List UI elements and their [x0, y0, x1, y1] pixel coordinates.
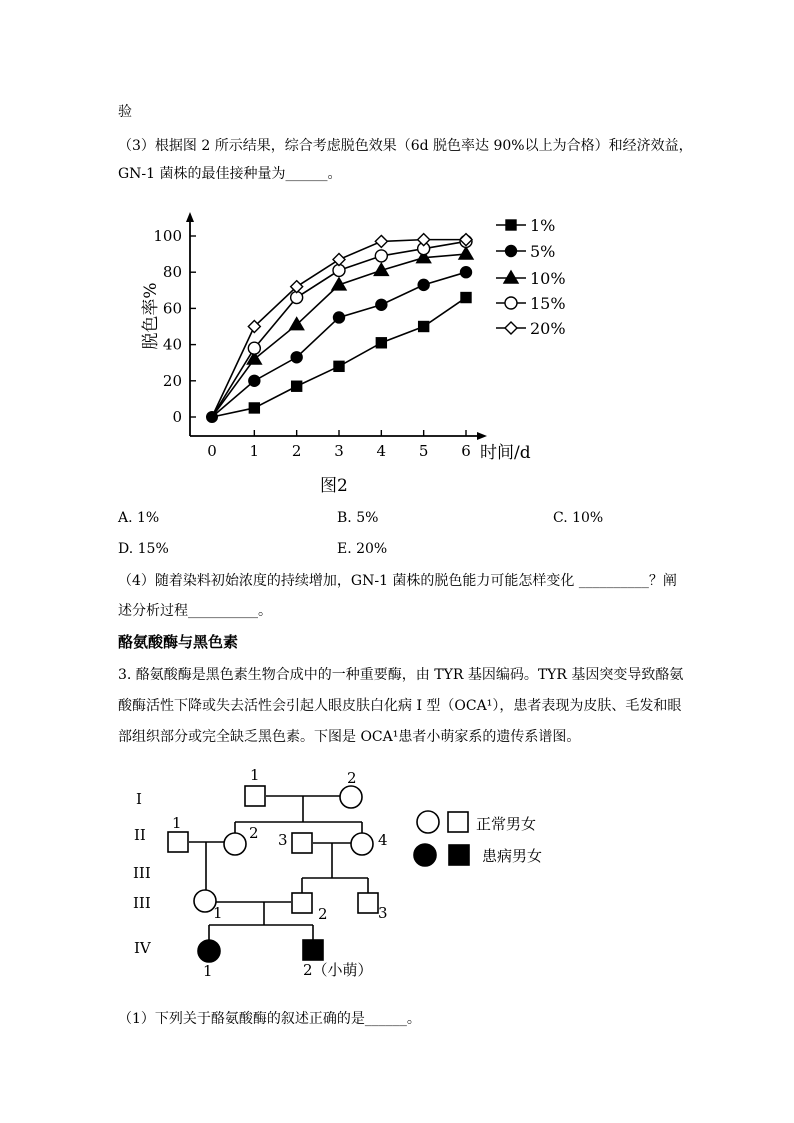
id-IV2: 2（小萌）: [303, 961, 373, 979]
III2-normal-male: [292, 893, 312, 913]
I1-normal-male: [245, 786, 265, 806]
II1-normal-male: [168, 832, 188, 852]
y-tick-label: 0: [172, 408, 182, 426]
legend-affected-label: 患病男女: [482, 847, 543, 865]
y-tick-label: 20: [162, 371, 182, 390]
question-3-line1: （3）根据图 2 所示结果，综合考虑脱色效果（6d 脱色率达 90%以上为合格）和经济效益，: [118, 138, 693, 154]
gen-label-III-a: III: [133, 864, 151, 882]
y-tick-label: 60: [162, 299, 182, 318]
II2-normal-female: [224, 833, 246, 855]
gen-label-II: II: [134, 826, 146, 844]
id-II1: 1: [172, 814, 182, 832]
legend-label-1: 5%: [530, 242, 556, 261]
gen-label-I: I: [136, 790, 142, 808]
question-3b-line2: 酸酶活性下降或失去活性会引起人眼皮肤白化病 I 型（OCA¹），患者表现为皮肤、毛发和眼: [118, 698, 682, 714]
y-tick-label: 100: [153, 227, 182, 245]
IV1-affected-female: [198, 940, 220, 962]
II4-normal-female: [351, 833, 373, 855]
question-3b-line1: 3. 酪氨酸酶是黑色素生物合成中的一种重要酶，由 TYR 基因编码。TYR 基因突变导致酪氨: [118, 667, 684, 683]
I2-normal-female: [340, 786, 362, 808]
id-I1: 1: [250, 766, 260, 784]
chart-xlabel: 时间/d: [480, 443, 531, 463]
x-tick-label: 4: [376, 442, 387, 460]
x-tick-label: 2: [291, 442, 302, 460]
legend-affected-female: [414, 844, 436, 866]
option-e: E. 20%: [337, 541, 388, 557]
legend-label-4: 20%: [530, 319, 566, 338]
legend-normal-label: 正常男女: [476, 815, 537, 833]
y-tick-label: 40: [162, 335, 182, 354]
id-II4: 4: [378, 831, 388, 849]
text-line-p1: 验: [118, 104, 132, 120]
x-tick-label: 5: [418, 442, 429, 460]
sub-question-1: （1）下列关于酪氨酸酶的叙述正确的是______。: [118, 1011, 421, 1027]
x-tick-label: 6: [461, 442, 471, 460]
gen-label-IV: IV: [134, 939, 151, 957]
chart-title: 图2: [320, 476, 348, 496]
legend-normal-female: [417, 811, 439, 833]
question-3-line2: GN-1 菌株的最佳接种量为______。: [118, 166, 342, 182]
legend-label-3: 15%: [530, 294, 566, 313]
y-tick-label: 80: [162, 263, 182, 282]
chart-ylabel: 脱色率%: [141, 282, 161, 350]
question-4-line1: （4）随着染料初始浓度的持续增加，GN-1 菌株的脱色能力可能怎样变化 __________？阐: [118, 573, 677, 589]
id-II2: 2: [249, 824, 259, 842]
x-tick-label: 3: [334, 442, 344, 460]
legend-label-0: 1%: [530, 216, 556, 235]
gen-label-III-b: III: [133, 894, 151, 912]
id-II3: 3: [278, 831, 288, 849]
question-3b-line3: 部组织部分或完全缺乏黑色素。下图是 OCA¹患者小萌家系的遗传系谱图。: [118, 729, 581, 745]
id-III2: 2: [318, 905, 328, 923]
legend-normal-male: [448, 812, 468, 832]
option-c: C. 10%: [553, 510, 604, 526]
id-I2: 2: [347, 769, 357, 787]
id-III3: 3: [378, 904, 388, 922]
x-tick-label: 0: [207, 442, 217, 460]
option-a: A. 1%: [118, 510, 160, 526]
legend-affected-male: [449, 845, 469, 865]
II3-normal-male: [292, 833, 312, 853]
legend-label-2: 10%: [530, 269, 566, 288]
option-b: B. 5%: [337, 510, 379, 526]
x-tick-label: 1: [249, 442, 260, 460]
id-IV1: 1: [203, 962, 213, 980]
option-d: D. 15%: [118, 541, 169, 557]
III3-normal-male: [358, 893, 378, 913]
section-title: 酪氨酸酶与黑色素: [118, 633, 239, 651]
IV2-affected-male: [303, 940, 323, 960]
question-4-line2: 述分析过程__________。: [118, 603, 272, 619]
id-III1: 1: [213, 904, 223, 922]
